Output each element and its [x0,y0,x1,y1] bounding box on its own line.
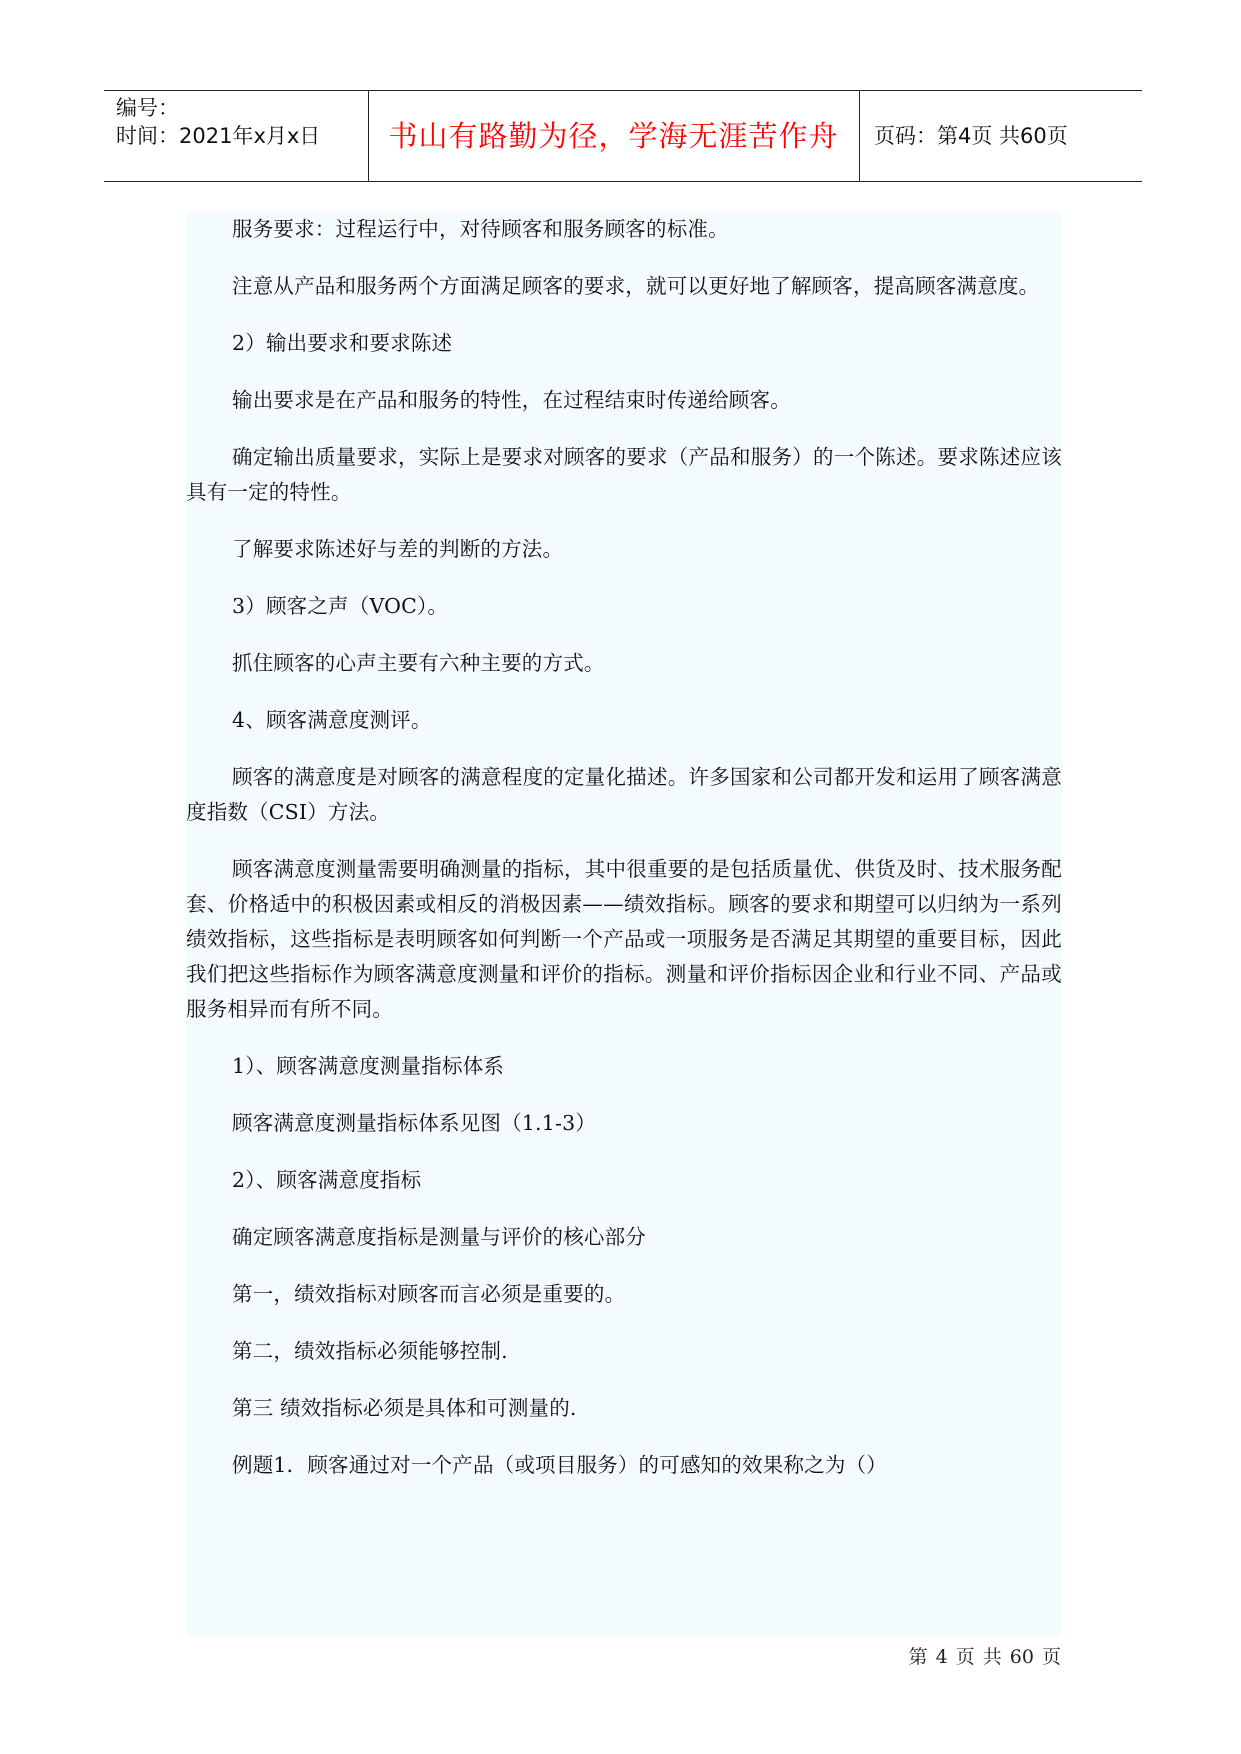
paragraph: 输出要求是在产品和服务的特性，在过程结束时传递给顾客。 [232,388,791,412]
paragraph: 顾客满意度测量指标体系见图（1.1-3） [232,1111,597,1135]
header-divider-right [859,91,860,181]
header-left-block [116,94,320,150]
page-footer: 第 4 页 共 60 页 [908,1646,1061,1668]
time-label: 时间：2021年x月x日 [116,124,321,148]
paragraph: 例题1．顾客通过对一个产品（或项目服务）的可感知的效果称之为（） [232,1453,887,1477]
paragraph: 了解要求陈述好与差的判断的方法。 [232,537,564,561]
header-page-label: 页码：第4页 共60页 [874,124,1068,148]
paragraph: 服务要求：过程运行中，对待顾客和服务顾客的标准。 [232,217,729,241]
paragraph: 注意从产品和服务两个方面满足顾客的要求，就可以更好地了解顾客，提高顾客满意度。 [232,274,1040,298]
paragraph: 4、顾客满意度测评。 [232,708,432,732]
paragraph: 第一，绩效指标对顾客而言必须是重要的。 [232,1282,626,1306]
paragraph: 3）顾客之声（VOC）。 [232,594,449,618]
paragraph: 1）、顾客满意度测量指标体系 [232,1054,505,1078]
header-motto: 书山有路勤为径，学海无涯苦作舟 [388,119,839,153]
paragraph: 2）输出要求和要求陈述 [232,331,453,355]
paragraph: 顾客的满意度是对顾客的满意程度的定量化描述。许多国家和公司都开发和运用了顾客满意度指数（CSI）方法。 [186,765,1062,824]
paragraph: 2）、顾客满意度指标 [232,1168,422,1192]
page-header [104,90,1142,182]
paragraph: 确定输出质量要求，实际上是要求对顾客的要求（产品和服务）的一个陈述。要求陈述应该具有一定的特性。 [186,445,1062,504]
paragraph: 抓住顾客的心声主要有六种主要的方式。 [232,651,605,675]
paragraph: 顾客满意度测量需要明确测量的指标，其中很重要的是包括质量优、供货及时、技术服务配套、价格适中的积极因素或相反的消极因素——绩效指标。顾客的要求和期望可以归纳为一系列绩效指标，这些指标是表明顾客如何判断一个产品或一项服务是否满足其期望的重要目标，因此我们把这些指标作为顾客满意度测量和评价的指标。测量和评价指标因企业和行业不同、产品或服务相异而有所不同。 [186,857,1062,1021]
paragraph: 第二，绩效指标必须能够控制. [232,1339,508,1363]
paragraph: 第三 绩效指标必须是具体和可测量的. [232,1396,577,1420]
paragraph: 确定顾客满意度指标是测量与评价的核心部分 [232,1225,646,1249]
serial-number-label: 编号： [116,96,179,120]
document-body [186,212,1062,1636]
